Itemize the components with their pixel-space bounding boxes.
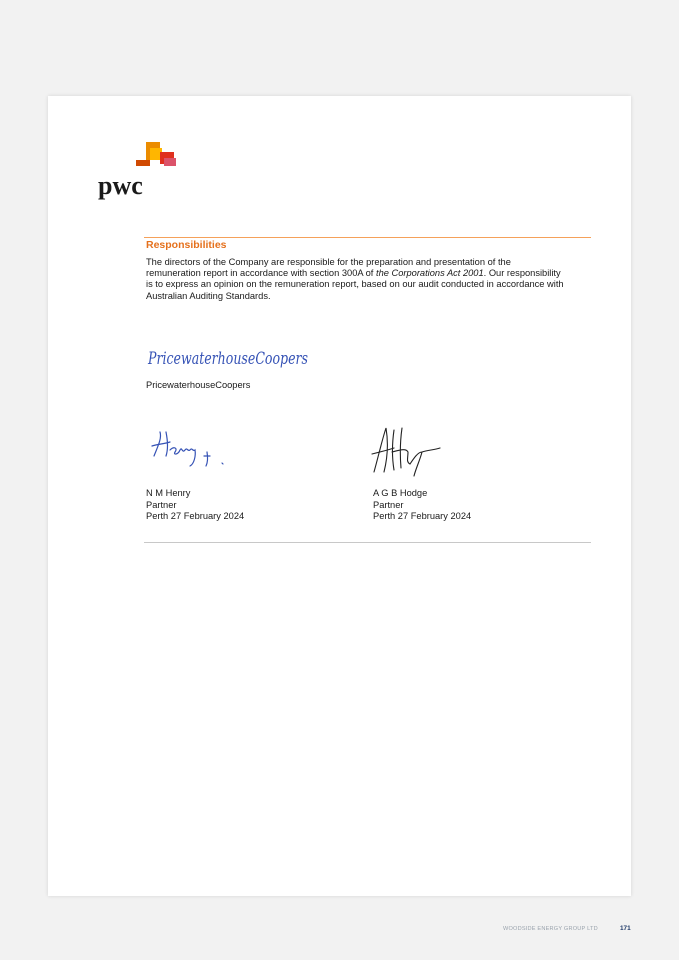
signer-name: N M Henry: [146, 488, 191, 498]
page-number: 171: [620, 925, 631, 932]
signer-block: [373, 488, 471, 523]
responsibilities-paragraph: [146, 257, 591, 302]
svg-text:PricewaterhouseCoopers: PricewaterhouseCoopers: [147, 349, 309, 369]
paragraph-line: Australian Auditing Standards.: [146, 290, 271, 301]
signer-name: A G B Hodge: [373, 488, 428, 498]
act-title: the Corporations Act 2001: [375, 268, 484, 279]
signer-place-date: Perth 27 February 2024: [373, 511, 472, 522]
document-page: [48, 96, 631, 896]
signer-title: Partner: [373, 499, 404, 510]
orange-rule: [144, 237, 591, 238]
svg-text:pwc: pwc: [98, 171, 143, 200]
grey-rule: [144, 542, 591, 543]
hodge-signature: [368, 422, 448, 478]
signer-place-date: Perth 27 February 2024: [146, 511, 245, 522]
signer-title: Partner: [146, 499, 177, 510]
pwc-logo: [98, 142, 178, 202]
paragraph-line: The directors of the Company are responsible for the preparation and presentation of the: [146, 257, 511, 267]
henry-signature: [148, 426, 228, 470]
firm-signature: [146, 340, 316, 372]
footer-company: WOODSIDE ENERGY GROUP LTD: [503, 926, 598, 932]
section-heading: Responsibilities: [146, 239, 227, 251]
paragraph-line: is to express an opinion on the remuneration report, based on our audit conducted in accordance with: [146, 279, 564, 290]
firm-name: PricewaterhouseCoopers: [146, 380, 251, 390]
paragraph-line: remuneration report in accordance with section 300A of the Corporations Act 2001. Our responsibility: [146, 268, 561, 279]
signer-block: [146, 488, 244, 523]
